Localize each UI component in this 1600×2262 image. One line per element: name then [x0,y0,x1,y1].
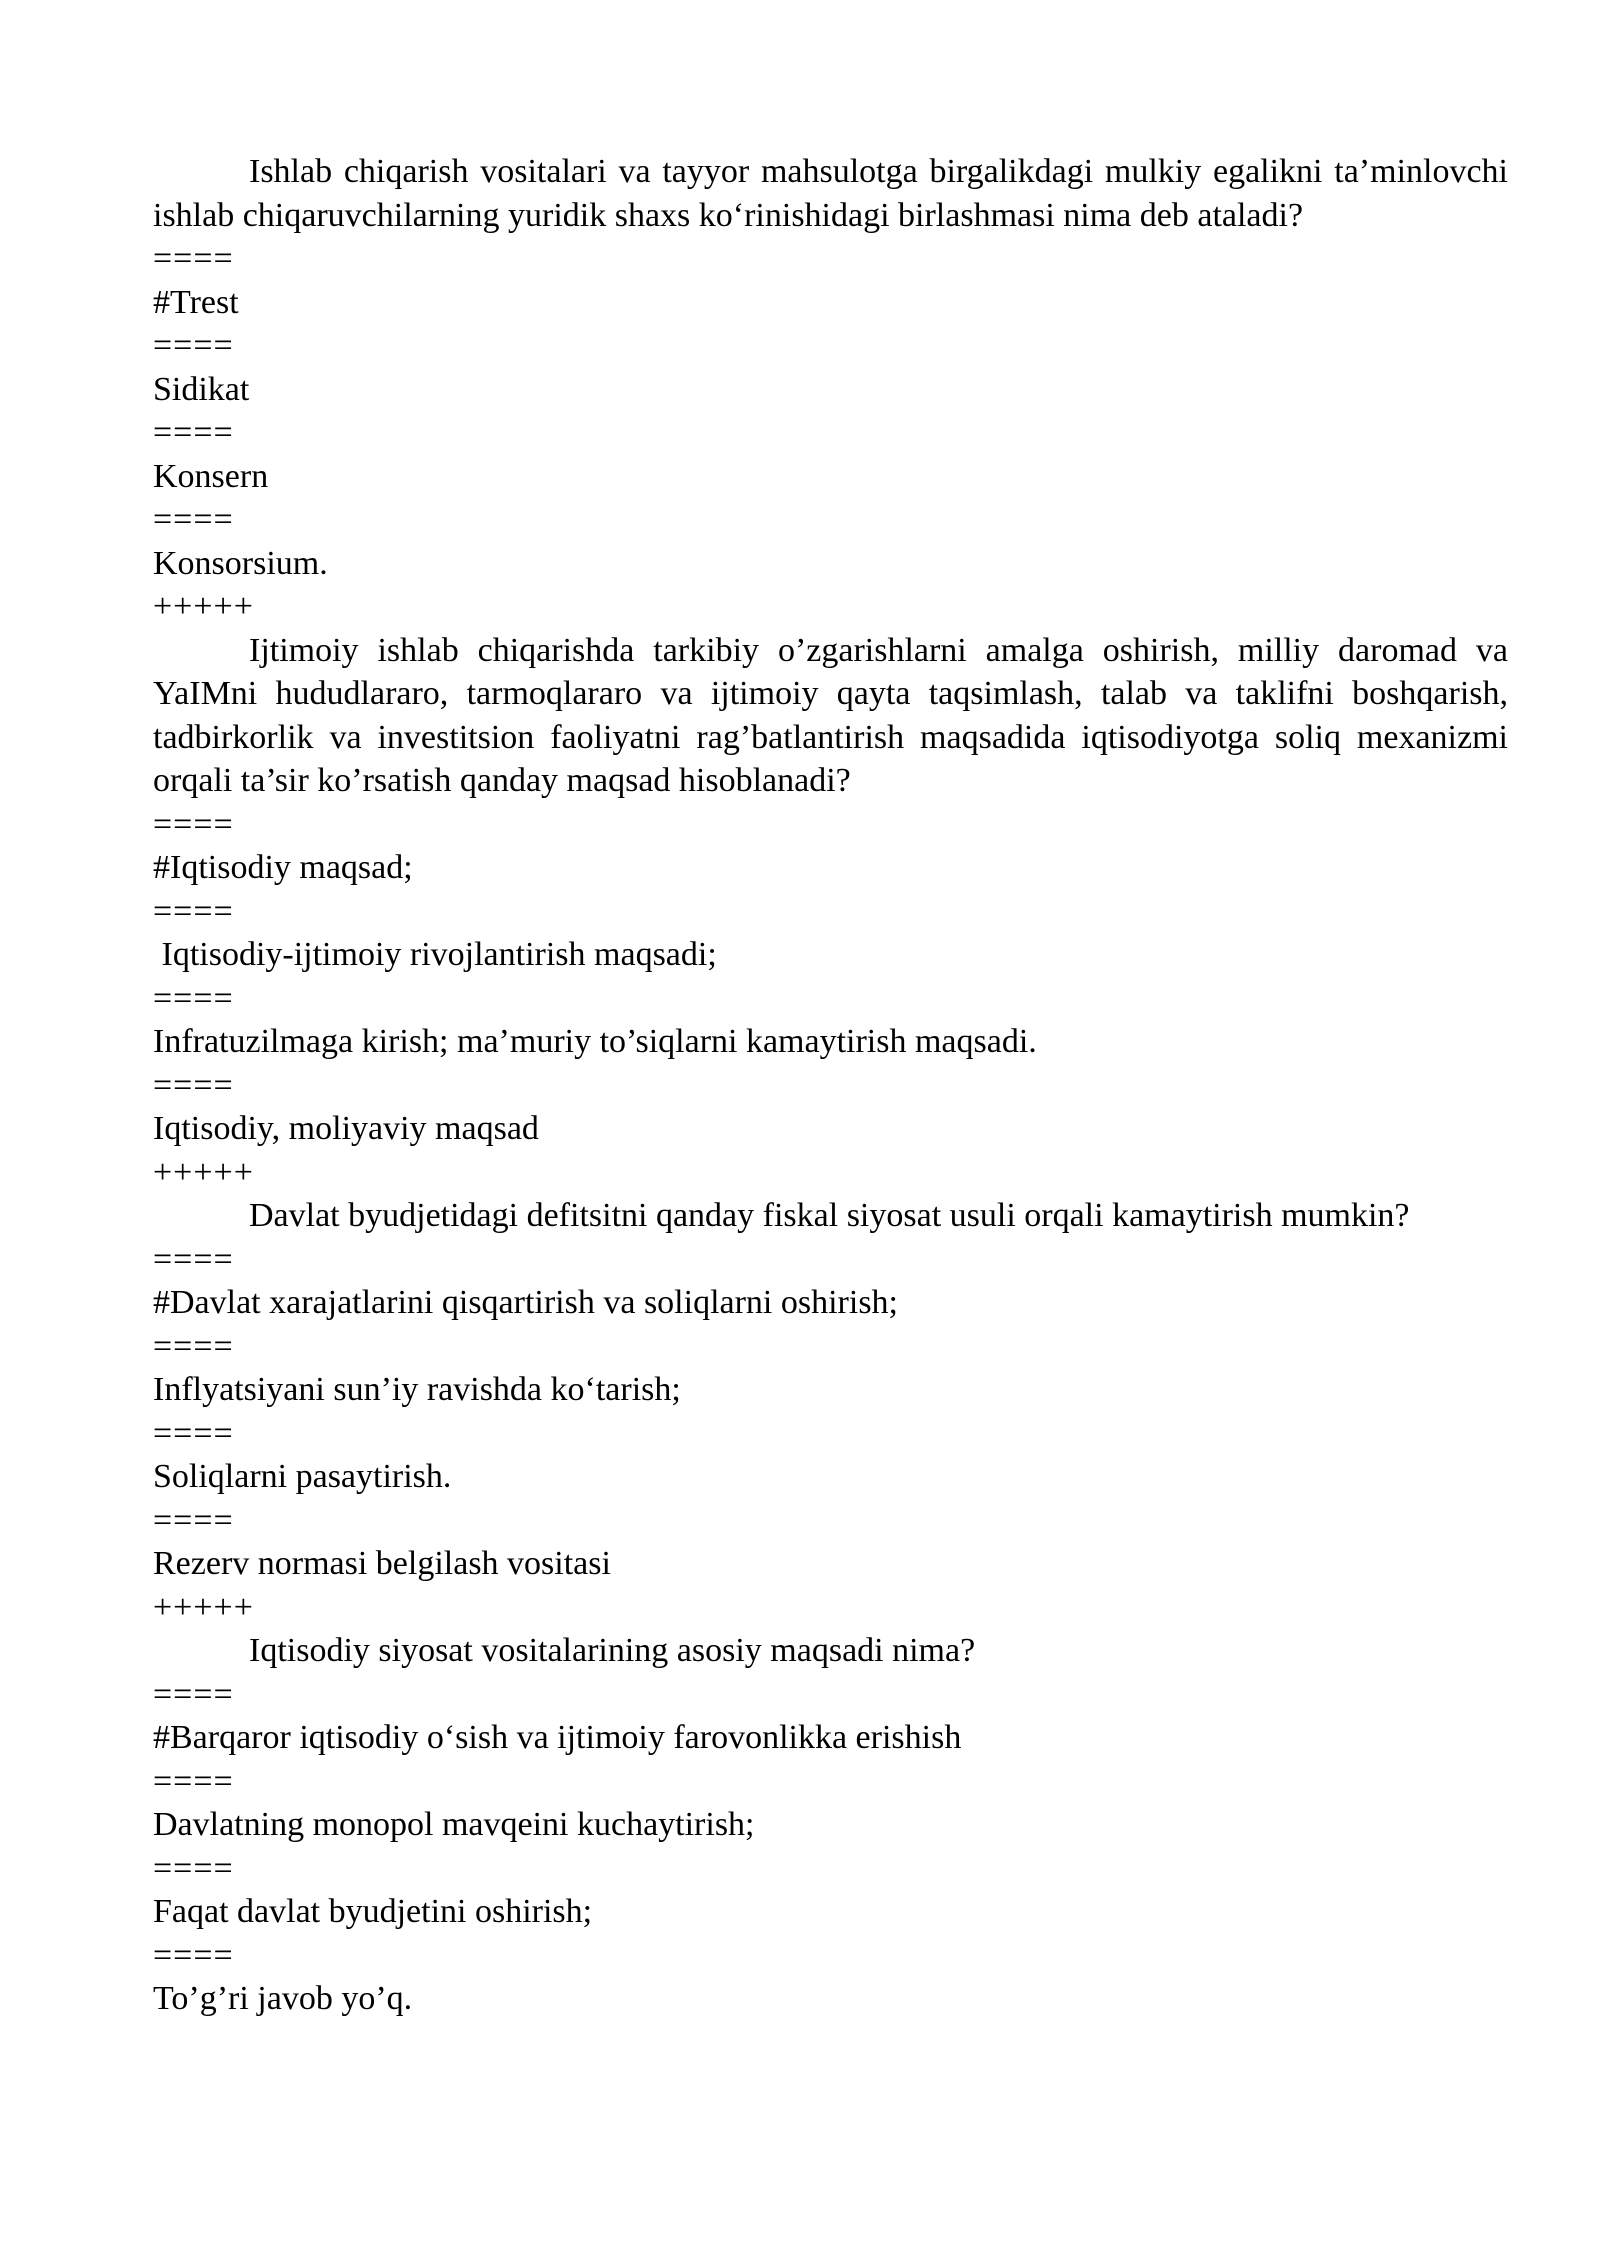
answer-option-correct: #Trest [153,283,239,321]
answer-separator: ==== [153,1501,234,1539]
answer-option-correct: #Davlat xarajatlarini qisqartirish va soliqlarni oshirish; [153,1284,898,1321]
question-text: Ijtimoiy ishlab chiqarishda tarkibiy o’zgarishlarni amalga oshirish, milliy daromad va YaIMni hududlararo, tarmoqlararo va ijtimoiy qayta taqsimlash, talab va taklifni boshqarish, tadbirkorlik va investitsion faoliyatni rag’batlantirish maqsadida iqtisodiyotga soliq mexanizmi orqali ta’sir ko’rsatish qanday maqsad hisoblanadi? [153,631,1508,799]
answer-separator: ==== [153,805,234,843]
question-separator: +++++ [153,1588,254,1626]
answer-option-correct: #Iqtisodiy maqsad; [153,849,413,886]
question-separator: +++++ [153,1153,254,1191]
answer-separator: ==== [153,327,234,364]
answer-option: Davlatning monopol mavqeini kuchaytirish; [153,1806,755,1843]
answer-option: Konsern [153,457,269,495]
answer-option: Iqtisodiy, moliyaviy maqsad [153,1110,539,1147]
answer-separator: ==== [153,1762,234,1800]
answer-option: Inflyatsiyani sun’iy ravishda ko‘tarish; [153,1371,681,1408]
answer-separator: ==== [153,892,234,930]
question-text: Davlat byudjetidagi defitsitni qanday fiskal siyosat usuli orqali kamaytirish mumkin? [249,1197,1410,1234]
answer-option: Faqat davlat byudjetini oshirish; [153,1893,593,1930]
answer-option: Sidikat [153,370,250,408]
answer-separator: ==== [153,501,234,538]
answer-option: To’g’ri javob yo’q. [153,1980,413,2017]
question-block-3 [153,1194,1508,1586]
answer-option: Soliqlarni pasaytirish. [153,1458,452,1495]
answer-separator: ==== [153,240,234,277]
answer-option: Infratuzilmaga kirish; ma’muriy to’siqlarni kamaytirish maqsadi. [153,1023,1037,1060]
answer-option: Iqtisodiy-ijtimoiy rivojlantirish maqsadi; [153,936,717,973]
answer-separator: ==== [153,1936,234,1974]
question-separator: +++++ [153,588,254,625]
answer-separator: ==== [153,1675,234,1713]
answer-separator: ==== [153,1849,234,1887]
question-block-4 [153,1629,1508,2021]
question-block-2 [153,629,1508,1151]
answer-separator: ==== [153,979,234,1017]
question-block-1 [153,150,1508,585]
answer-option: Rezerv normasi belgilash vositasi [153,1545,611,1582]
answer-separator: ==== [153,1327,234,1365]
answer-separator: ==== [153,414,234,451]
answer-separator: ==== [153,1240,234,1278]
answer-option: Konsorsium. [153,544,328,582]
answer-separator: ==== [153,1414,234,1452]
question-text: Iqtisodiy siyosat vositalarining asosiy maqsadi nima? [249,1632,976,1669]
question-text: Ishlab chiqarish vositalari va tayyor mahsulotga birgalikdagi mulkiy egalikni ta’minlovchi ishlab chiqaruvchilarning yuridik shaxs ko‘rinishidagi birlashmasi nima deb ataladi? [153,153,1508,234]
answer-separator: ==== [153,1066,234,1104]
answer-option-correct: #Barqaror iqtisodiy o‘sish va ijtimoiy farovonlikka erishish [153,1719,962,1756]
document-page [153,150,1508,2021]
